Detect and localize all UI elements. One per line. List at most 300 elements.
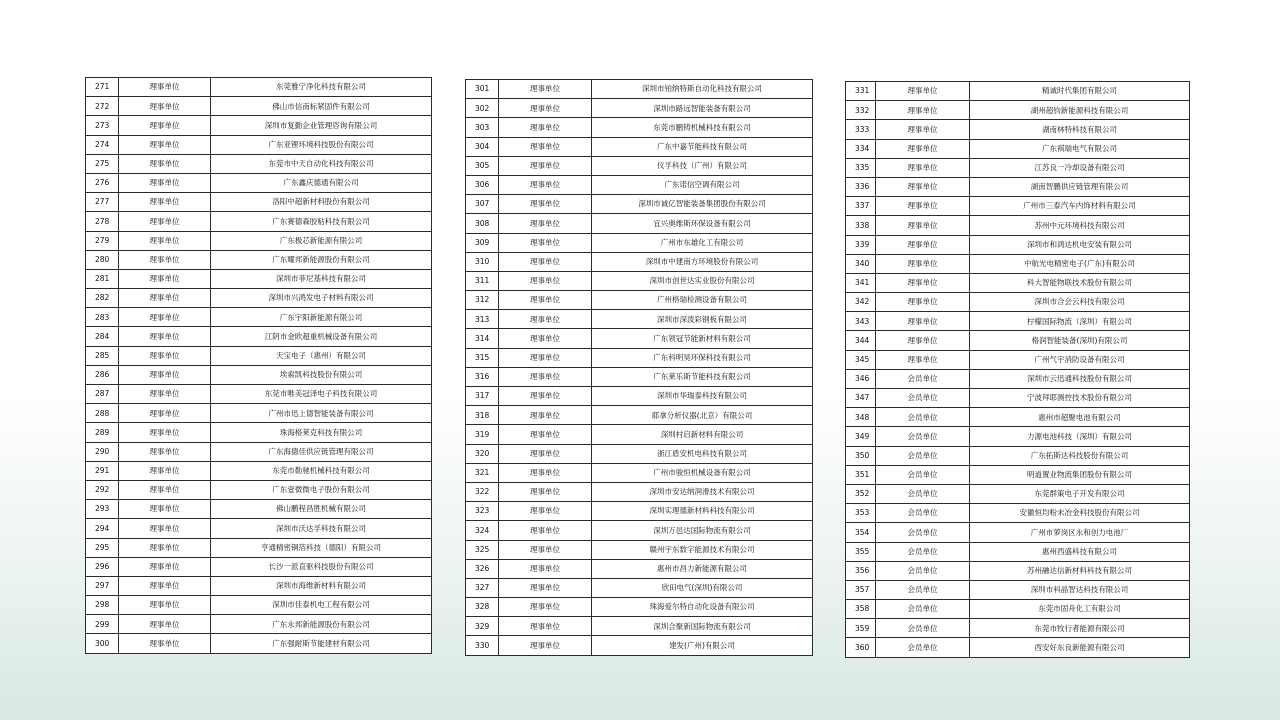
table-row bbox=[846, 235, 1190, 254]
table-row bbox=[846, 273, 1190, 292]
row-number: 324 bbox=[466, 521, 499, 540]
company-name: 广东赛德森胶粘科技有限公司 bbox=[211, 212, 432, 231]
table-row bbox=[86, 615, 432, 634]
company-name: 东莞市固舟化工有限公司 bbox=[970, 600, 1190, 619]
member-type: 理事单位 bbox=[876, 139, 970, 158]
company-name: 广东强耐斯节能建材有限公司 bbox=[211, 634, 432, 653]
table-row bbox=[846, 427, 1190, 446]
table-row bbox=[466, 444, 813, 463]
table-row bbox=[466, 559, 813, 578]
member-type: 理事单位 bbox=[499, 578, 592, 597]
company-name: 深圳市云迅通科技股份有限公司 bbox=[970, 369, 1190, 388]
row-number: 296 bbox=[86, 557, 119, 576]
company-name: 深圳市创世达实业股份有限公司 bbox=[592, 271, 813, 290]
company-name: 广东拓斯达科技股份有限公司 bbox=[970, 446, 1190, 465]
table-row bbox=[466, 482, 813, 501]
company-name: 广东莱乐斯节能科技有限公司 bbox=[592, 367, 813, 386]
company-name: 深圳市兴鸿发电子材料有限公司 bbox=[211, 289, 432, 308]
row-number: 331 bbox=[846, 82, 876, 101]
row-number: 312 bbox=[466, 291, 499, 310]
member-type: 理事单位 bbox=[119, 615, 211, 634]
company-name: 埃索凯科技股份有限公司 bbox=[211, 365, 432, 384]
company-name: 广东海德佳供应链管理有限公司 bbox=[211, 442, 432, 461]
table-row bbox=[466, 463, 813, 482]
table-row bbox=[846, 465, 1190, 484]
table-row bbox=[846, 82, 1190, 101]
member-type: 理事单位 bbox=[876, 82, 970, 101]
row-number: 272 bbox=[86, 97, 119, 116]
row-number: 323 bbox=[466, 502, 499, 521]
table-row bbox=[846, 101, 1190, 120]
row-number: 276 bbox=[86, 173, 119, 192]
company-name: 精诚时代集团有限公司 bbox=[970, 82, 1190, 101]
row-number: 340 bbox=[846, 254, 876, 273]
company-name: 仪孚科技（广州）有限公司 bbox=[592, 156, 813, 175]
row-number: 333 bbox=[846, 120, 876, 139]
company-name: 广州气宇消防设备有限公司 bbox=[970, 350, 1190, 369]
row-number: 325 bbox=[466, 540, 499, 559]
member-type: 理事单位 bbox=[119, 500, 211, 519]
table-row bbox=[466, 118, 813, 137]
member-type: 理事单位 bbox=[499, 156, 592, 175]
company-name: 广州市三泰汽车内饰材料有限公司 bbox=[970, 197, 1190, 216]
company-name: 广东中嘉节能科技有限公司 bbox=[592, 137, 813, 156]
member-type: 理事单位 bbox=[119, 135, 211, 154]
company-name: 长沙一派直驱科技股份有限公司 bbox=[211, 557, 432, 576]
row-number: 291 bbox=[86, 461, 119, 480]
row-number: 353 bbox=[846, 504, 876, 523]
row-number: 301 bbox=[466, 80, 499, 99]
company-name: 深圳市安达纳润滑技术有限公司 bbox=[592, 482, 813, 501]
company-name: 东莞市勒驰机械科技有限公司 bbox=[211, 461, 432, 480]
table-row bbox=[86, 212, 432, 231]
member-type: 理事单位 bbox=[499, 444, 592, 463]
table-row bbox=[466, 195, 813, 214]
member-type: 理事单位 bbox=[119, 250, 211, 269]
table-row bbox=[846, 158, 1190, 177]
member-type: 理事单位 bbox=[499, 214, 592, 233]
company-name: 深圳万邑达国际物流有限公司 bbox=[592, 521, 813, 540]
row-number: 299 bbox=[86, 615, 119, 634]
company-name: 亨通精密铜箔科技（德阳）有限公司 bbox=[211, 538, 432, 557]
table-row bbox=[86, 173, 432, 192]
company-name: 赣州宇东数字能源技术有限公司 bbox=[592, 540, 813, 559]
company-name: 东莞雅宁净化科技有限公司 bbox=[211, 78, 432, 97]
row-number: 306 bbox=[466, 175, 499, 194]
member-type: 理事单位 bbox=[119, 404, 211, 423]
table-row bbox=[86, 308, 432, 327]
table-row bbox=[86, 116, 432, 135]
table-row bbox=[86, 231, 432, 250]
table-row bbox=[86, 365, 432, 384]
company-name: 深圳市和鸿达机电安装有限公司 bbox=[970, 235, 1190, 254]
company-name: 深圳市合会云科技有限公司 bbox=[970, 293, 1190, 312]
row-number: 307 bbox=[466, 195, 499, 214]
member-type: 理事单位 bbox=[876, 197, 970, 216]
row-number: 359 bbox=[846, 619, 876, 638]
table-row bbox=[466, 387, 813, 406]
company-name: 广东亚锂环境科技股份有限公司 bbox=[211, 135, 432, 154]
row-number: 355 bbox=[846, 542, 876, 561]
table-row bbox=[86, 538, 432, 557]
company-name: 广东科明昊环保科技有限公司 bbox=[592, 348, 813, 367]
member-type: 理事单位 bbox=[499, 617, 592, 636]
member-type: 理事单位 bbox=[119, 557, 211, 576]
table-row bbox=[466, 291, 813, 310]
member-type: 理事单位 bbox=[499, 598, 592, 617]
row-number: 329 bbox=[466, 617, 499, 636]
member-type: 理事单位 bbox=[119, 423, 211, 442]
member-type: 理事单位 bbox=[119, 596, 211, 615]
table-row bbox=[846, 600, 1190, 619]
company-name: 广东祺瑞电气有限公司 bbox=[970, 139, 1190, 158]
row-number: 285 bbox=[86, 346, 119, 365]
company-name: 广东诺信空调有限公司 bbox=[592, 175, 813, 194]
row-number: 318 bbox=[466, 406, 499, 425]
company-name: 珠海格莱克科技有限公司 bbox=[211, 423, 432, 442]
row-number: 300 bbox=[86, 634, 119, 653]
row-number: 277 bbox=[86, 193, 119, 212]
table-row bbox=[466, 636, 813, 655]
member-type: 理事单位 bbox=[119, 346, 211, 365]
member-type: 会员单位 bbox=[876, 638, 970, 657]
row-number: 326 bbox=[466, 559, 499, 578]
member-type: 会员单位 bbox=[876, 389, 970, 408]
row-number: 344 bbox=[846, 331, 876, 350]
member-type: 理事单位 bbox=[876, 254, 970, 273]
row-number: 332 bbox=[846, 101, 876, 120]
company-name: 珠海爱尔特自动化设备有限公司 bbox=[592, 598, 813, 617]
row-number: 313 bbox=[466, 310, 499, 329]
table-row bbox=[466, 137, 813, 156]
row-number: 319 bbox=[466, 425, 499, 444]
member-table-2 bbox=[465, 79, 813, 656]
row-number: 356 bbox=[846, 561, 876, 580]
row-number: 294 bbox=[86, 519, 119, 538]
member-type: 理事单位 bbox=[499, 291, 592, 310]
company-name: 广东领冠节能新材料有限公司 bbox=[592, 329, 813, 348]
row-number: 339 bbox=[846, 235, 876, 254]
table-row bbox=[86, 269, 432, 288]
member-type: 理事单位 bbox=[499, 233, 592, 252]
member-type: 理事单位 bbox=[499, 175, 592, 194]
table-row bbox=[86, 193, 432, 212]
table-row bbox=[86, 135, 432, 154]
company-name: 耶拿分析仪器(北京）有限公司 bbox=[592, 406, 813, 425]
row-number: 349 bbox=[846, 427, 876, 446]
table-row bbox=[86, 423, 432, 442]
row-number: 282 bbox=[86, 289, 119, 308]
row-number: 287 bbox=[86, 385, 119, 404]
table-row bbox=[846, 523, 1190, 542]
row-number: 350 bbox=[846, 446, 876, 465]
company-name: 深圳实理德新材料科技有限公司 bbox=[592, 502, 813, 521]
table-row bbox=[86, 634, 432, 653]
table-row bbox=[466, 367, 813, 386]
company-name: 江阴市金欧超重机械设备有限公司 bbox=[211, 327, 432, 346]
table-row bbox=[466, 99, 813, 118]
company-name: 深圳市复勤企业管理咨询有限公司 bbox=[211, 116, 432, 135]
member-type: 理事单位 bbox=[119, 442, 211, 461]
company-name: 湖州超钧新能源科技有限公司 bbox=[970, 101, 1190, 120]
member-type: 理事单位 bbox=[876, 350, 970, 369]
company-name: 洛阳中超新材料股份有限公司 bbox=[211, 193, 432, 212]
table-row bbox=[466, 578, 813, 597]
table-row bbox=[846, 177, 1190, 196]
member-type: 理事单位 bbox=[119, 327, 211, 346]
company-name: 东莞市牧行者能源有限公司 bbox=[970, 619, 1190, 638]
member-type: 理事单位 bbox=[499, 252, 592, 271]
row-number: 330 bbox=[466, 636, 499, 655]
member-type: 理事单位 bbox=[119, 116, 211, 135]
company-name: 惠州市昌力新能源有限公司 bbox=[592, 559, 813, 578]
table-row bbox=[846, 216, 1190, 235]
company-name: 江苏良一冷却设备有限公司 bbox=[970, 158, 1190, 177]
member-type: 会员单位 bbox=[876, 465, 970, 484]
company-name: 宜兴奥维斯环保设备有限公司 bbox=[592, 214, 813, 233]
company-name: 安徽恒均粉末冶金科技股份有限公司 bbox=[970, 504, 1190, 523]
company-name: 广州市东雄化工有限公司 bbox=[592, 233, 813, 252]
row-number: 351 bbox=[846, 465, 876, 484]
row-number: 279 bbox=[86, 231, 119, 250]
row-number: 327 bbox=[466, 578, 499, 597]
member-type: 会员单位 bbox=[876, 619, 970, 638]
member-type: 理事单位 bbox=[119, 154, 211, 173]
company-name: 深圳市佳泰机电工程有限公司 bbox=[211, 596, 432, 615]
table-row bbox=[846, 504, 1190, 523]
row-number: 310 bbox=[466, 252, 499, 271]
row-number: 358 bbox=[846, 600, 876, 619]
member-type: 理事单位 bbox=[119, 269, 211, 288]
table-row bbox=[846, 331, 1190, 350]
member-type: 理事单位 bbox=[876, 273, 970, 292]
member-type: 理事单位 bbox=[119, 212, 211, 231]
row-number: 335 bbox=[846, 158, 876, 177]
member-type: 理事单位 bbox=[119, 78, 211, 97]
row-number: 283 bbox=[86, 308, 119, 327]
table-row bbox=[86, 289, 432, 308]
member-type: 理事单位 bbox=[119, 231, 211, 250]
member-type: 理事单位 bbox=[499, 367, 592, 386]
row-number: 342 bbox=[846, 293, 876, 312]
member-type: 会员单位 bbox=[876, 561, 970, 580]
row-number: 311 bbox=[466, 271, 499, 290]
table-row bbox=[466, 271, 813, 290]
member-type: 理事单位 bbox=[119, 519, 211, 538]
row-number: 302 bbox=[466, 99, 499, 118]
row-number: 284 bbox=[86, 327, 119, 346]
member-type: 理事单位 bbox=[876, 293, 970, 312]
table-row bbox=[86, 385, 432, 404]
member-type: 理事单位 bbox=[499, 195, 592, 214]
company-name: 湖南林特科技有限公司 bbox=[970, 120, 1190, 139]
table-row bbox=[466, 540, 813, 559]
member-type: 理事单位 bbox=[499, 559, 592, 578]
table-row bbox=[846, 389, 1190, 408]
company-name: 广东极芯新能源有限公司 bbox=[211, 231, 432, 250]
company-name: 深圳市科晶智达科技有限公司 bbox=[970, 580, 1190, 599]
member-type: 理事单位 bbox=[499, 521, 592, 540]
table-row bbox=[86, 154, 432, 173]
member-type: 理事单位 bbox=[499, 502, 592, 521]
row-number: 315 bbox=[466, 348, 499, 367]
member-table-1 bbox=[85, 77, 432, 654]
member-type: 理事单位 bbox=[119, 308, 211, 327]
company-name: 欣田电气(深圳)有限公司 bbox=[592, 578, 813, 597]
table-row bbox=[86, 576, 432, 595]
company-name: 深圳市铂纳特斯自动化科技有限公司 bbox=[592, 80, 813, 99]
member-type: 会员单位 bbox=[876, 484, 970, 503]
member-type: 理事单位 bbox=[499, 310, 592, 329]
row-number: 357 bbox=[846, 580, 876, 599]
table-row bbox=[846, 139, 1190, 158]
member-type: 理事单位 bbox=[499, 118, 592, 137]
row-number: 304 bbox=[466, 137, 499, 156]
table-row bbox=[466, 502, 813, 521]
company-name: 苏州融达信新材料科技有限公司 bbox=[970, 561, 1190, 580]
member-type: 理事单位 bbox=[119, 365, 211, 384]
company-name: 深圳市中建南方环境股份有限公司 bbox=[592, 252, 813, 271]
table-row bbox=[466, 252, 813, 271]
company-name: 深圳市华瑞泰科技有限公司 bbox=[592, 387, 813, 406]
company-name: 广东宇阳新能源有限公司 bbox=[211, 308, 432, 327]
table-row bbox=[846, 542, 1190, 561]
company-name: 科大智能物联技术股份有限公司 bbox=[970, 273, 1190, 292]
table-row bbox=[86, 97, 432, 116]
member-type: 会员单位 bbox=[876, 504, 970, 523]
table-row bbox=[846, 446, 1190, 465]
company-name: 格润智能装备(深圳)有限公司 bbox=[970, 331, 1190, 350]
member-type: 理事单位 bbox=[876, 101, 970, 120]
table-row bbox=[846, 312, 1190, 331]
member-type: 会员单位 bbox=[876, 542, 970, 561]
member-type: 理事单位 bbox=[876, 120, 970, 139]
member-type: 会员单位 bbox=[876, 446, 970, 465]
row-number: 354 bbox=[846, 523, 876, 542]
row-number: 338 bbox=[846, 216, 876, 235]
table-row bbox=[466, 175, 813, 194]
table-row bbox=[846, 561, 1190, 580]
member-type: 理事单位 bbox=[499, 463, 592, 482]
row-number: 346 bbox=[846, 369, 876, 388]
member-table-body bbox=[466, 80, 813, 656]
member-type: 理事单位 bbox=[876, 331, 970, 350]
table-row bbox=[846, 408, 1190, 427]
table-row bbox=[466, 329, 813, 348]
table-row bbox=[466, 310, 813, 329]
row-number: 336 bbox=[846, 177, 876, 196]
row-number: 352 bbox=[846, 484, 876, 503]
row-number: 278 bbox=[86, 212, 119, 231]
table-row bbox=[846, 120, 1190, 139]
member-type: 理事单位 bbox=[119, 193, 211, 212]
company-name: 深圳市沃达孚科技有限公司 bbox=[211, 519, 432, 538]
table-row bbox=[466, 617, 813, 636]
company-name: 天宝电子（惠州）有限公司 bbox=[211, 346, 432, 365]
table-row bbox=[846, 638, 1190, 657]
member-type: 理事单位 bbox=[499, 540, 592, 559]
row-number: 314 bbox=[466, 329, 499, 348]
member-type: 理事单位 bbox=[119, 461, 211, 480]
member-table-body bbox=[86, 78, 432, 654]
table-row bbox=[846, 484, 1190, 503]
member-type: 会员单位 bbox=[876, 600, 970, 619]
table-row bbox=[86, 596, 432, 615]
member-type: 理事单位 bbox=[119, 385, 211, 404]
row-number: 290 bbox=[86, 442, 119, 461]
table-row bbox=[466, 214, 813, 233]
row-number: 281 bbox=[86, 269, 119, 288]
row-number: 328 bbox=[466, 598, 499, 617]
member-type: 理事单位 bbox=[499, 636, 592, 655]
company-name: 宁波拜耶测控技术股份有限公司 bbox=[970, 389, 1190, 408]
row-number: 322 bbox=[466, 482, 499, 501]
company-name: 广州市迅上德智能装备有限公司 bbox=[211, 404, 432, 423]
member-table-body bbox=[846, 82, 1190, 658]
table-row bbox=[846, 350, 1190, 369]
row-number: 348 bbox=[846, 408, 876, 427]
row-number: 280 bbox=[86, 250, 119, 269]
row-number: 297 bbox=[86, 576, 119, 595]
company-name: 广东鑫庆德通有限公司 bbox=[211, 173, 432, 192]
table-row bbox=[466, 233, 813, 252]
row-number: 298 bbox=[86, 596, 119, 615]
row-number: 289 bbox=[86, 423, 119, 442]
table-row bbox=[86, 500, 432, 519]
row-number: 308 bbox=[466, 214, 499, 233]
row-number: 295 bbox=[86, 538, 119, 557]
table-row bbox=[466, 521, 813, 540]
table-row bbox=[86, 461, 432, 480]
row-number: 309 bbox=[466, 233, 499, 252]
member-type: 理事单位 bbox=[876, 177, 970, 196]
row-number: 288 bbox=[86, 404, 119, 423]
row-number: 343 bbox=[846, 312, 876, 331]
table-row bbox=[466, 348, 813, 367]
company-name: 力源电池科技（深圳）有限公司 bbox=[970, 427, 1190, 446]
table-row bbox=[846, 197, 1190, 216]
row-number: 345 bbox=[846, 350, 876, 369]
row-number: 293 bbox=[86, 500, 119, 519]
table-row bbox=[466, 425, 813, 444]
table-row bbox=[86, 346, 432, 365]
company-name: 浙江盾安机电科技有限公司 bbox=[592, 444, 813, 463]
table-row bbox=[846, 619, 1190, 638]
table-row bbox=[846, 254, 1190, 273]
table-row bbox=[86, 250, 432, 269]
member-type: 理事单位 bbox=[499, 482, 592, 501]
member-type: 理事单位 bbox=[499, 406, 592, 425]
member-type: 会员单位 bbox=[876, 369, 970, 388]
row-number: 292 bbox=[86, 480, 119, 499]
company-name: 深圳市诚亿智能装备集团股份有限公司 bbox=[592, 195, 813, 214]
company-name: 深圳合聚新国际物流有限公司 bbox=[592, 617, 813, 636]
table-row bbox=[86, 78, 432, 97]
company-name: 东莞市唯美冠泽电子科技有限公司 bbox=[211, 385, 432, 404]
company-name: 深圳市路远智能装备有限公司 bbox=[592, 99, 813, 118]
row-number: 347 bbox=[846, 389, 876, 408]
member-type: 理事单位 bbox=[499, 99, 592, 118]
company-name: 深圳市深泼彩钢板有限公司 bbox=[592, 310, 813, 329]
company-name: 中航光电精密电子(广东)有限公司 bbox=[970, 254, 1190, 273]
row-number: 303 bbox=[466, 118, 499, 137]
company-name: 柠檬国际物流（深圳）有限公司 bbox=[970, 312, 1190, 331]
table-row bbox=[466, 598, 813, 617]
company-name: 广东耀邦新能源股份有限公司 bbox=[211, 250, 432, 269]
company-name: 深圳市菲尼基科技有限公司 bbox=[211, 269, 432, 288]
table-row bbox=[466, 80, 813, 99]
company-name: 广东壹微微电子股份有限公司 bbox=[211, 480, 432, 499]
